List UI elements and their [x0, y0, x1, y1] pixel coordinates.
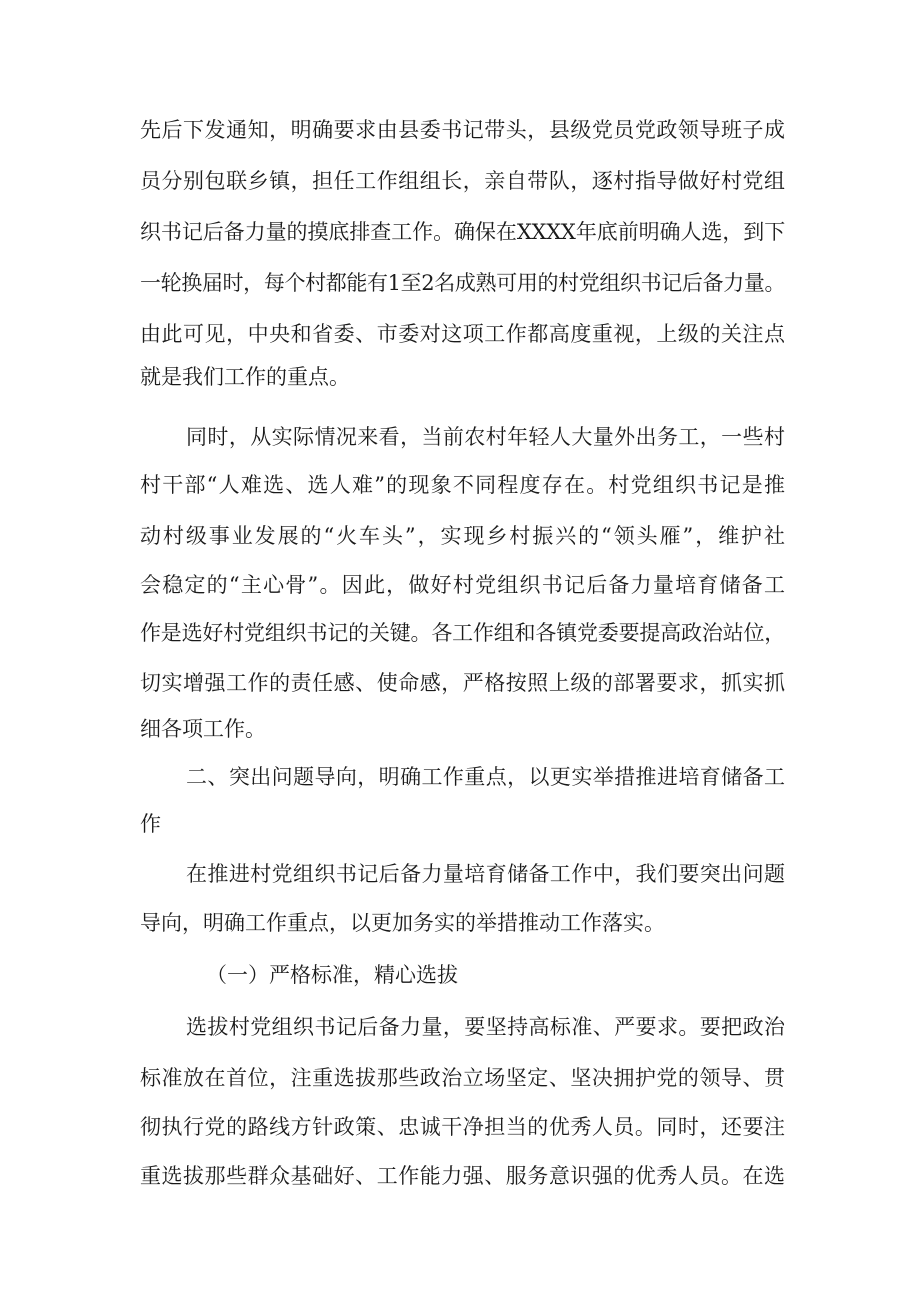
- subsection-heading: （一）严格标准，精心选拔: [206, 963, 458, 987]
- text-line: 导向，明确工作重点，以更加务实的举措推动工作落实。: [140, 911, 665, 935]
- text-line: 在推进村党组织书记后备力量培育储备工作中，我们要突出问题: [186, 862, 785, 886]
- text-line: 由此可见，中央和省委、市委对这项工作都高度重视，上级的关注点: [140, 322, 785, 346]
- text-line: 作是选好村党组织书记的关键。各工作组和各镇党委要提高政治站位，: [140, 621, 785, 645]
- text-line: 会稳定的“主心骨”。因此，做好村党组织书记后备力量培育储备工: [140, 573, 785, 597]
- text-line: 村干部“人难选、选人难”的现象不同程度存在。村党组织书记是推: [140, 473, 785, 497]
- text-line: 一轮换届时，每个村都能有1至2名成熟可用的村党组织书记后备力量。: [140, 271, 785, 295]
- section-heading: 作: [140, 812, 161, 836]
- text-line: 切实增强工作的责任感、使命感，严格按照上级的部署要求，抓实抓: [140, 671, 785, 695]
- text-line: 就是我们工作的重点。: [140, 365, 350, 389]
- section-heading: 二、突出问题导向，明确工作重点，以更实举措推进培育储备工: [186, 765, 785, 789]
- text-line: 选拔村党组织书记后备力量，要坚持高标准、严要求。要把政治: [186, 1015, 785, 1039]
- text-line: 细各项工作。: [140, 717, 266, 741]
- text-line: 织书记后备力量的摸底排查工作。确保在XXXX年底前明确人选，到下: [140, 220, 785, 244]
- text-line: 彻执行党的路线方针政策、忠诚干净担当的优秀人员。同时，还要注: [140, 1115, 785, 1139]
- text-line: 先后下发通知，明确要求由县委书记带头，县级党员党政领导班子成: [140, 118, 785, 142]
- text-line: 标准放在首位，注重选拔那些政治立场坚定、坚决拥护党的领导、贯: [140, 1066, 785, 1090]
- text-line: 重选拔那些群众基础好、工作能力强、服务意识强的优秀人员。在选: [140, 1164, 785, 1188]
- text-line: 同时，从实际情况来看，当前农村年轻人大量外出务工，一些村: [186, 425, 785, 449]
- text-line: 动村级事业发展的“火车头”，实现乡村振兴的“领头雁”，维护社: [140, 524, 785, 548]
- text-line: 员分别包联乡镇，担任工作组组长，亲自带队，逐村指导做好村党组: [140, 169, 785, 193]
